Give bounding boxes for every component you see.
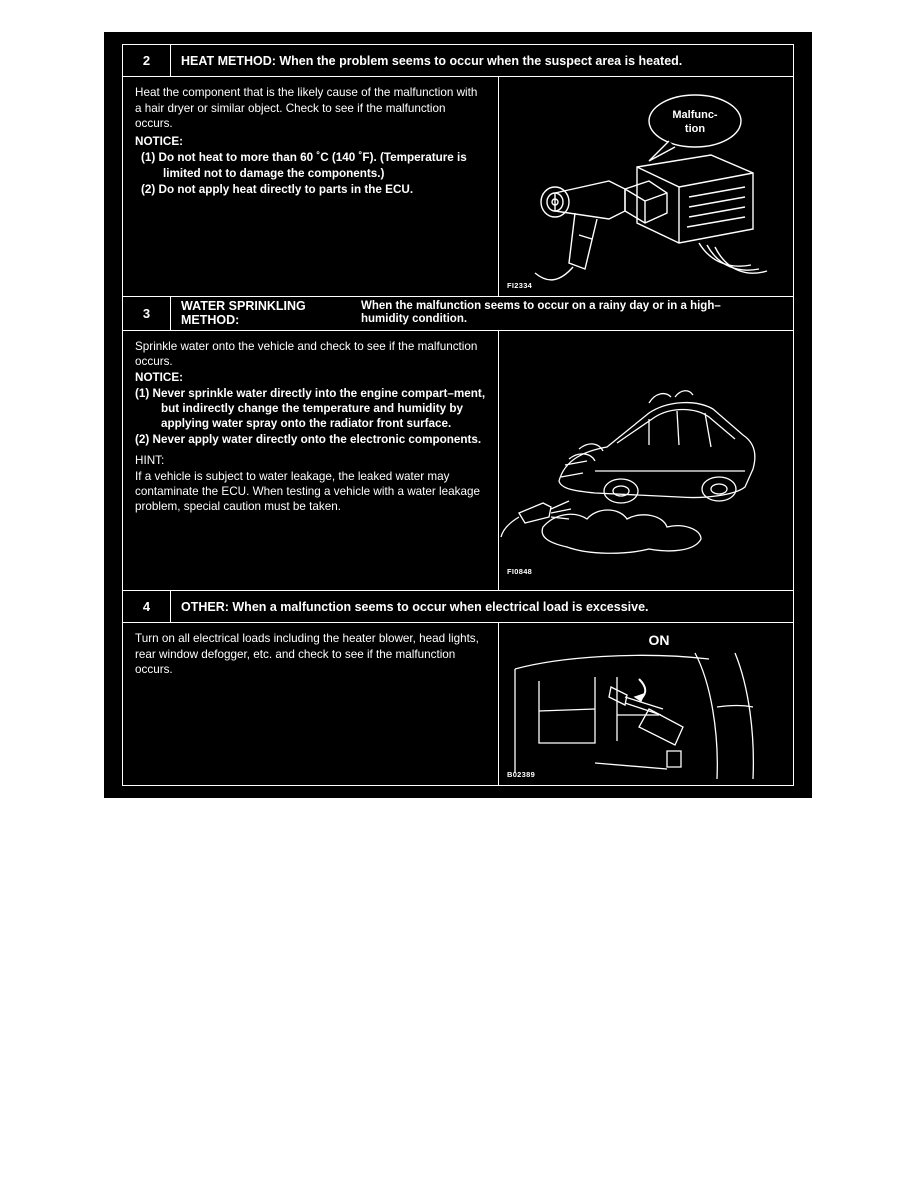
section-4-number: 4 [123, 591, 171, 622]
water-sprinkling-on-vehicle-illustration [499, 331, 793, 590]
section-4-figure-code: B02389 [507, 770, 536, 779]
section-2-body-text [123, 77, 499, 296]
document-outer-frame [122, 44, 794, 786]
hair-dryer-heating-ecu-illustration [499, 77, 793, 296]
section-4-body-row [123, 623, 793, 785]
section-4-body-text [123, 623, 499, 785]
section-2-number: 2 [123, 45, 171, 76]
section-3-title-rest: When the malfunction seems to occur on a rainy day or in a high–humidity condition. [361, 300, 721, 325]
section-2-notice-label: NOTICE: [135, 134, 184, 148]
section-4-figure [499, 623, 793, 785]
section-3-body-row [123, 331, 793, 591]
section-2-title: HEAT METHOD: When the problem seems to occur when the suspect area is heated. [181, 53, 683, 68]
section-2-intro: Heat the component that is the likely cause of the malfunction with a hair dryer or similar object. Check to see if the malfunction occurs. [135, 86, 478, 130]
section-3-body-text [123, 331, 499, 590]
section-2-notice-item-2: (2) Do not apply heat directly to parts in the ECU. [141, 183, 414, 196]
section-2-header-row [123, 45, 793, 77]
section-heat-method [123, 45, 793, 297]
section-3-figure [499, 331, 793, 590]
section-3-figure-code: FI0848 [507, 567, 533, 576]
section-2-figure [499, 77, 793, 296]
section-3-intro: Sprinkle water onto the vehicle and check to see if the malfunction occurs. [135, 340, 478, 368]
section-4-header-row [123, 591, 793, 623]
figure-callout-line1: Malfunc- [672, 109, 718, 121]
section-3-number: 3 [123, 297, 171, 330]
section-2-notice-item-1: (1) Do not heat to more than 60 ˚C (140 ˚F). (Temperature is limited not to damage the components.) [141, 151, 467, 180]
section-3-hint-text: If a vehicle is subject to water leakage, the leaked water may contaminate the ECU. When testing a vehicle with a water leakage problem, special caution must be taken. [135, 470, 480, 513]
section-other-method [123, 591, 793, 785]
switch-on-electrical-load-illustration [499, 623, 793, 785]
section-4-title: OTHER: When a malfunction seems to occur when electrical load is excessive. [181, 599, 649, 614]
section-3-notice-item-1: (1) Never sprinkle water directly into the engine compart–ment, but indirectly change the temperature and humidity by applying water spray onto the radiator front surface. [135, 387, 486, 430]
section-2-figure-code: FI2334 [507, 281, 533, 290]
section-3-hint-label: HINT: [135, 454, 165, 467]
figure-callout-line2: tion [684, 123, 706, 135]
section-3-header-row [123, 297, 793, 331]
section-4-intro: Turn on all electrical loads including the heater blower, head lights, rear window defogger, etc. and check to see if the malfunction occurs. [135, 632, 479, 676]
section-3-title-lead: WATER SPRINKLING METHOD: [181, 299, 306, 327]
document-black-panel [104, 32, 812, 798]
figure-on-label: ON [648, 632, 670, 648]
section-water-sprinkling-method [123, 297, 793, 591]
section-2-body-row [123, 77, 793, 297]
section-3-title [171, 297, 793, 330]
section-3-notice-item-2: (2) Never apply water directly onto the electronic components. [135, 433, 482, 446]
section-3-notice-label: NOTICE: [135, 371, 184, 384]
